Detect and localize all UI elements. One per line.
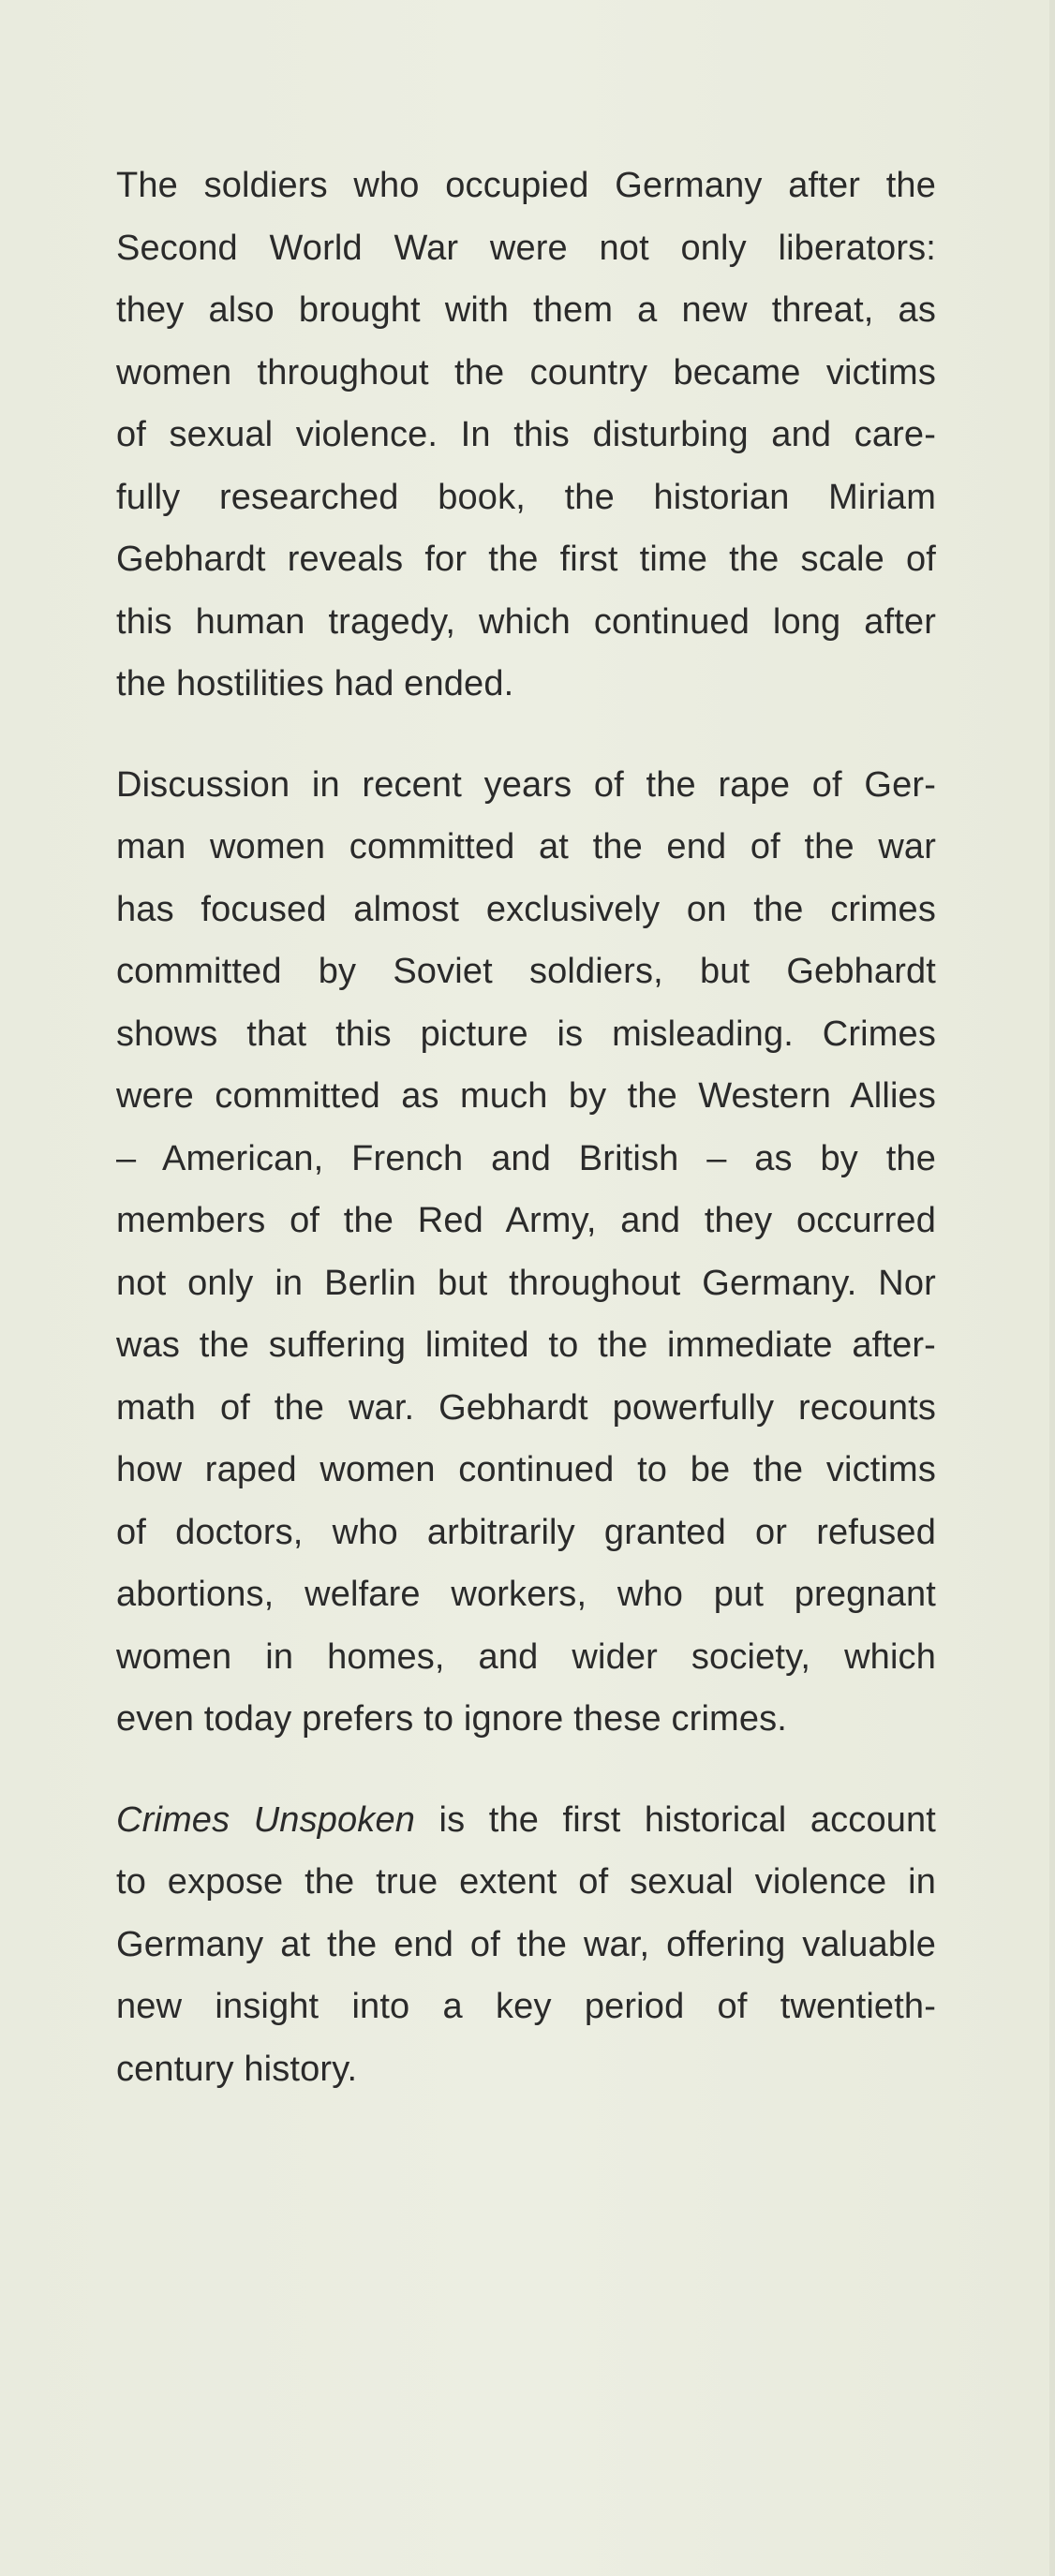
text-line: Gebhardt reveals for the first time the scale of: [116, 540, 936, 579]
text-line: Discussion in recent years of the rape of Ger-: [116, 764, 936, 805]
text-line: was the suffering limited to the immediate after-: [116, 1325, 936, 1365]
text-line: women throughout the country became victims: [116, 352, 936, 392]
text-line: of doctors, who arbitrarily granted or refused: [116, 1512, 936, 1552]
text-line: Germany at the end of the war, offering valuable: [116, 1924, 936, 1964]
book-title: Crimes Unspoken: [116, 1799, 416, 1840]
text-line: members of the Red Army, and they occurred: [116, 1201, 936, 1240]
text-line: shows that this picture is misleading. Crimes: [116, 1014, 936, 1054]
blurb-paragraph-2: [116, 754, 936, 1751]
text-line: were committed as much by the Western Allies: [116, 1076, 936, 1116]
text-line: fully researched book, the historian Miriam: [116, 477, 936, 517]
text-line: man women committed at the end of the war: [116, 827, 936, 866]
text-line: to expose the true extent of sexual violence in: [116, 1862, 936, 1902]
page-edge: [1049, 0, 1055, 2576]
text-line: has focused almost exclusively on the crimes: [116, 889, 936, 929]
text-line: women in homes, and wider society, which: [116, 1636, 936, 1677]
text-line: new insight into a key period of twentieth-: [116, 1987, 936, 2026]
text-line: how raped women continued to be the victims: [116, 1450, 936, 1489]
text-line: they also brought with them a new threat, as: [116, 290, 936, 330]
blurb-paragraph-1: [116, 155, 936, 716]
text-line: [116, 1789, 936, 1852]
blurb-paragraph-3: [116, 1789, 936, 2101]
blurb-text: [116, 155, 936, 2139]
text-line: Second World War were not only liberators:: [116, 228, 936, 268]
text-line: even today prefers to ignore these crimes.: [116, 1699, 787, 1739]
text-line: The soldiers who occupied Germany after the: [116, 166, 936, 205]
text-line: of sexual violence. In this disturbing and care-: [116, 415, 936, 454]
text-line: not only in Berlin but throughout Germany. Nor: [116, 1263, 936, 1303]
text-fragment: is the first historical account: [415, 1799, 936, 1840]
text-line: – American, French and British – as by the: [116, 1138, 936, 1178]
text-line: the hostilities had ended.: [116, 664, 514, 703]
text-line: century history.: [116, 2049, 358, 2089]
text-line: math of the war. Gebhardt powerfully recounts: [116, 1387, 936, 1428]
text-line: committed by Soviet soldiers, but Gebhardt: [116, 952, 936, 991]
text-line: abortions, welfare workers, who put pregnant: [116, 1575, 936, 1614]
text-line: this human tragedy, which continued long after: [116, 601, 936, 642]
